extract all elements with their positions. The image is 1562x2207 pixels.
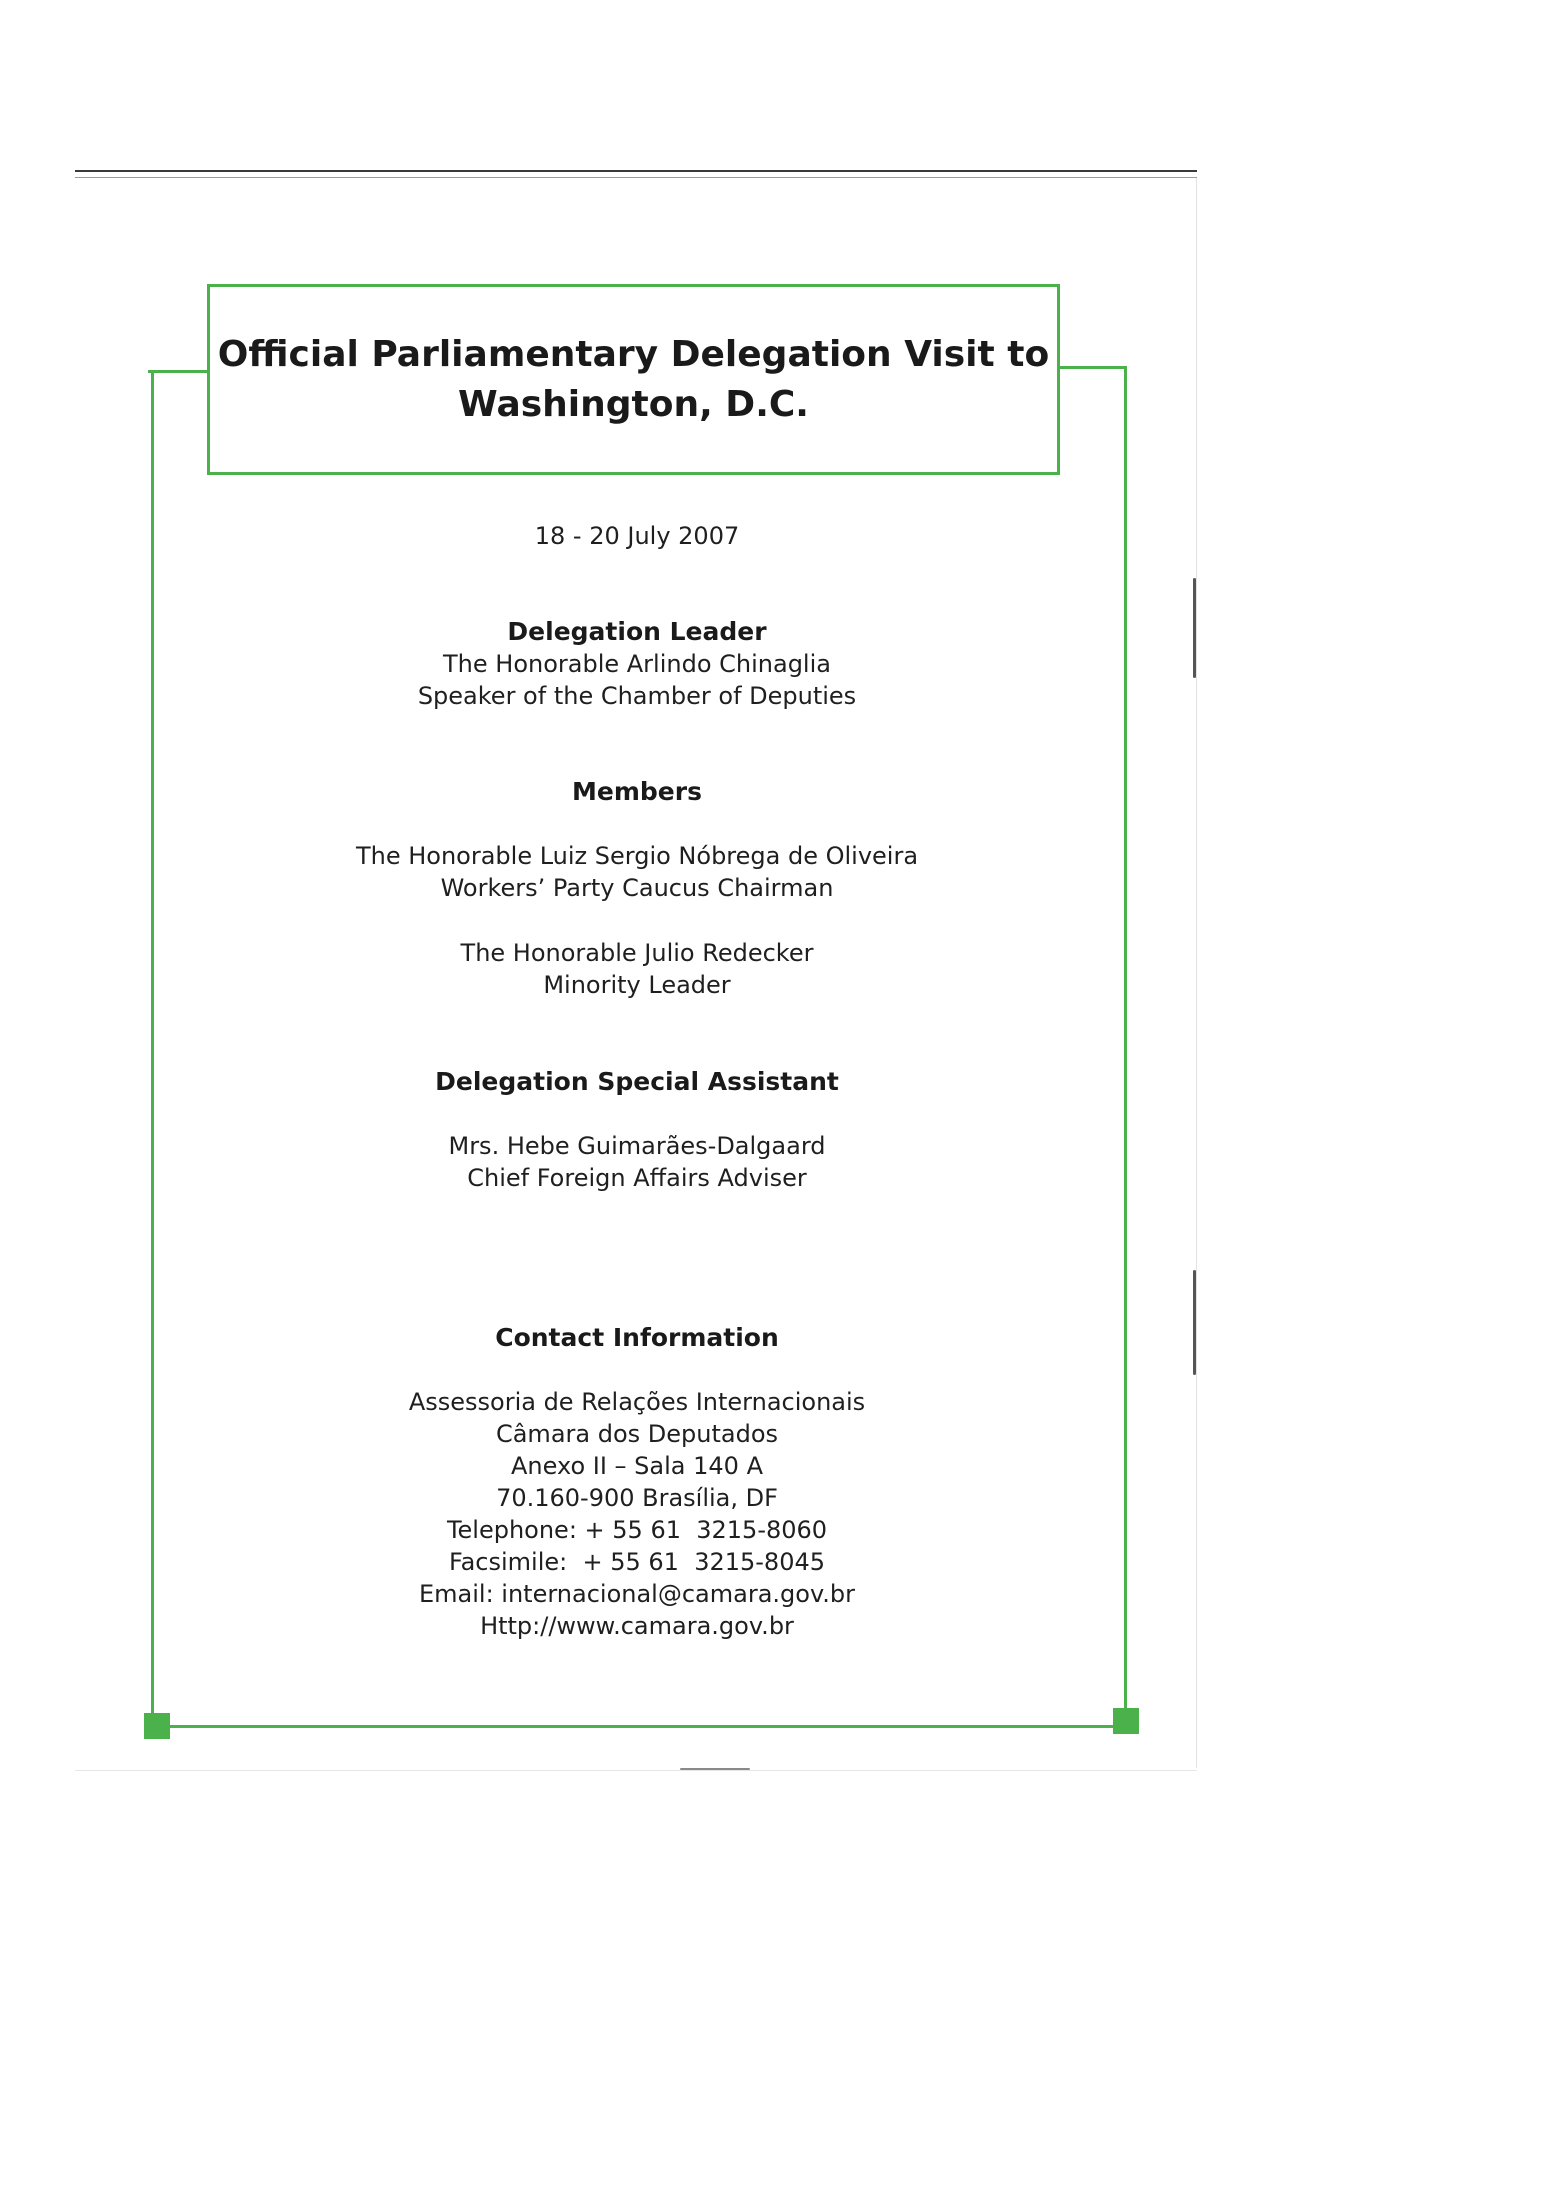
leader-role: Speaker of the Chamber of Deputies [417,682,857,710]
frame-left-stub [148,370,208,373]
member-name: The Honorable Luiz Sergio Nóbrega de Oliveira [355,842,919,870]
frame-bottom-right-square [1113,1708,1139,1734]
page-bottom-mark [680,1768,750,1770]
assistant-name: Mrs. Hebe Guimarães-Dalgaard [448,1132,826,1160]
contact-facsimile: Facsimile: + 55 61 3215-8045 [448,1548,826,1576]
assistant-role: Chief Foreign Affairs Adviser [467,1164,807,1192]
visit-dates-text: 18 - 20 July 2007 [534,522,740,550]
assistant-heading: Delegation Special Assistant [435,1067,839,1096]
document-title-line-1: Official Parliamentary Delegation Visit to [217,333,1050,375]
member-name: The Honorable Julio Redecker [460,939,814,967]
member-role: Minority Leader [543,971,731,999]
contact-email: Email: internacional@camara.gov.br [418,1580,856,1608]
contact-line: Anexo II – Sala 140 A [511,1452,763,1480]
contact-line: Câmara dos Deputados [495,1420,779,1448]
frame-bottom-line [151,1725,1127,1728]
frame-right-line [1124,366,1127,1728]
visit-dates [237,520,1037,552]
leader-name: The Honorable Arlindo Chinaglia [443,650,831,678]
member-2 [237,937,1037,1001]
member-role: Workers’ Party Caucus Chairman [440,874,834,902]
contact-telephone: Telephone: + 55 61 3215-8060 [446,1516,828,1544]
member-1 [237,840,1037,904]
assistant-section [237,1130,1037,1194]
document-title-line-2: Washington, D.C. [458,383,809,425]
page-top-edge-line [75,170,1197,172]
contact-heading: Contact Information [495,1323,779,1352]
frame-bottom-left-square [144,1713,170,1739]
leader-section [237,616,1037,712]
title-box [207,284,1060,475]
members-heading-block [237,776,1037,808]
contact-website: Http://www.camara.gov.br [480,1612,794,1640]
page-bottom-edge-line [75,1770,1197,1771]
frame-right-stub [1060,366,1127,369]
contact-line: 70.160-900 Brasília, DF [496,1484,778,1512]
assistant-heading-block [237,1066,1037,1098]
members-heading: Members [572,777,702,806]
contact-heading-block [237,1322,1037,1354]
page-right-edge-line [1196,178,1197,1768]
frame-left-line [151,370,154,1728]
leader-heading: Delegation Leader [507,617,767,646]
page-top-edge-line-2 [75,177,1197,178]
contact-line: Assessoria de Relações Internacionais [408,1388,866,1416]
contact-details [237,1386,1037,1642]
